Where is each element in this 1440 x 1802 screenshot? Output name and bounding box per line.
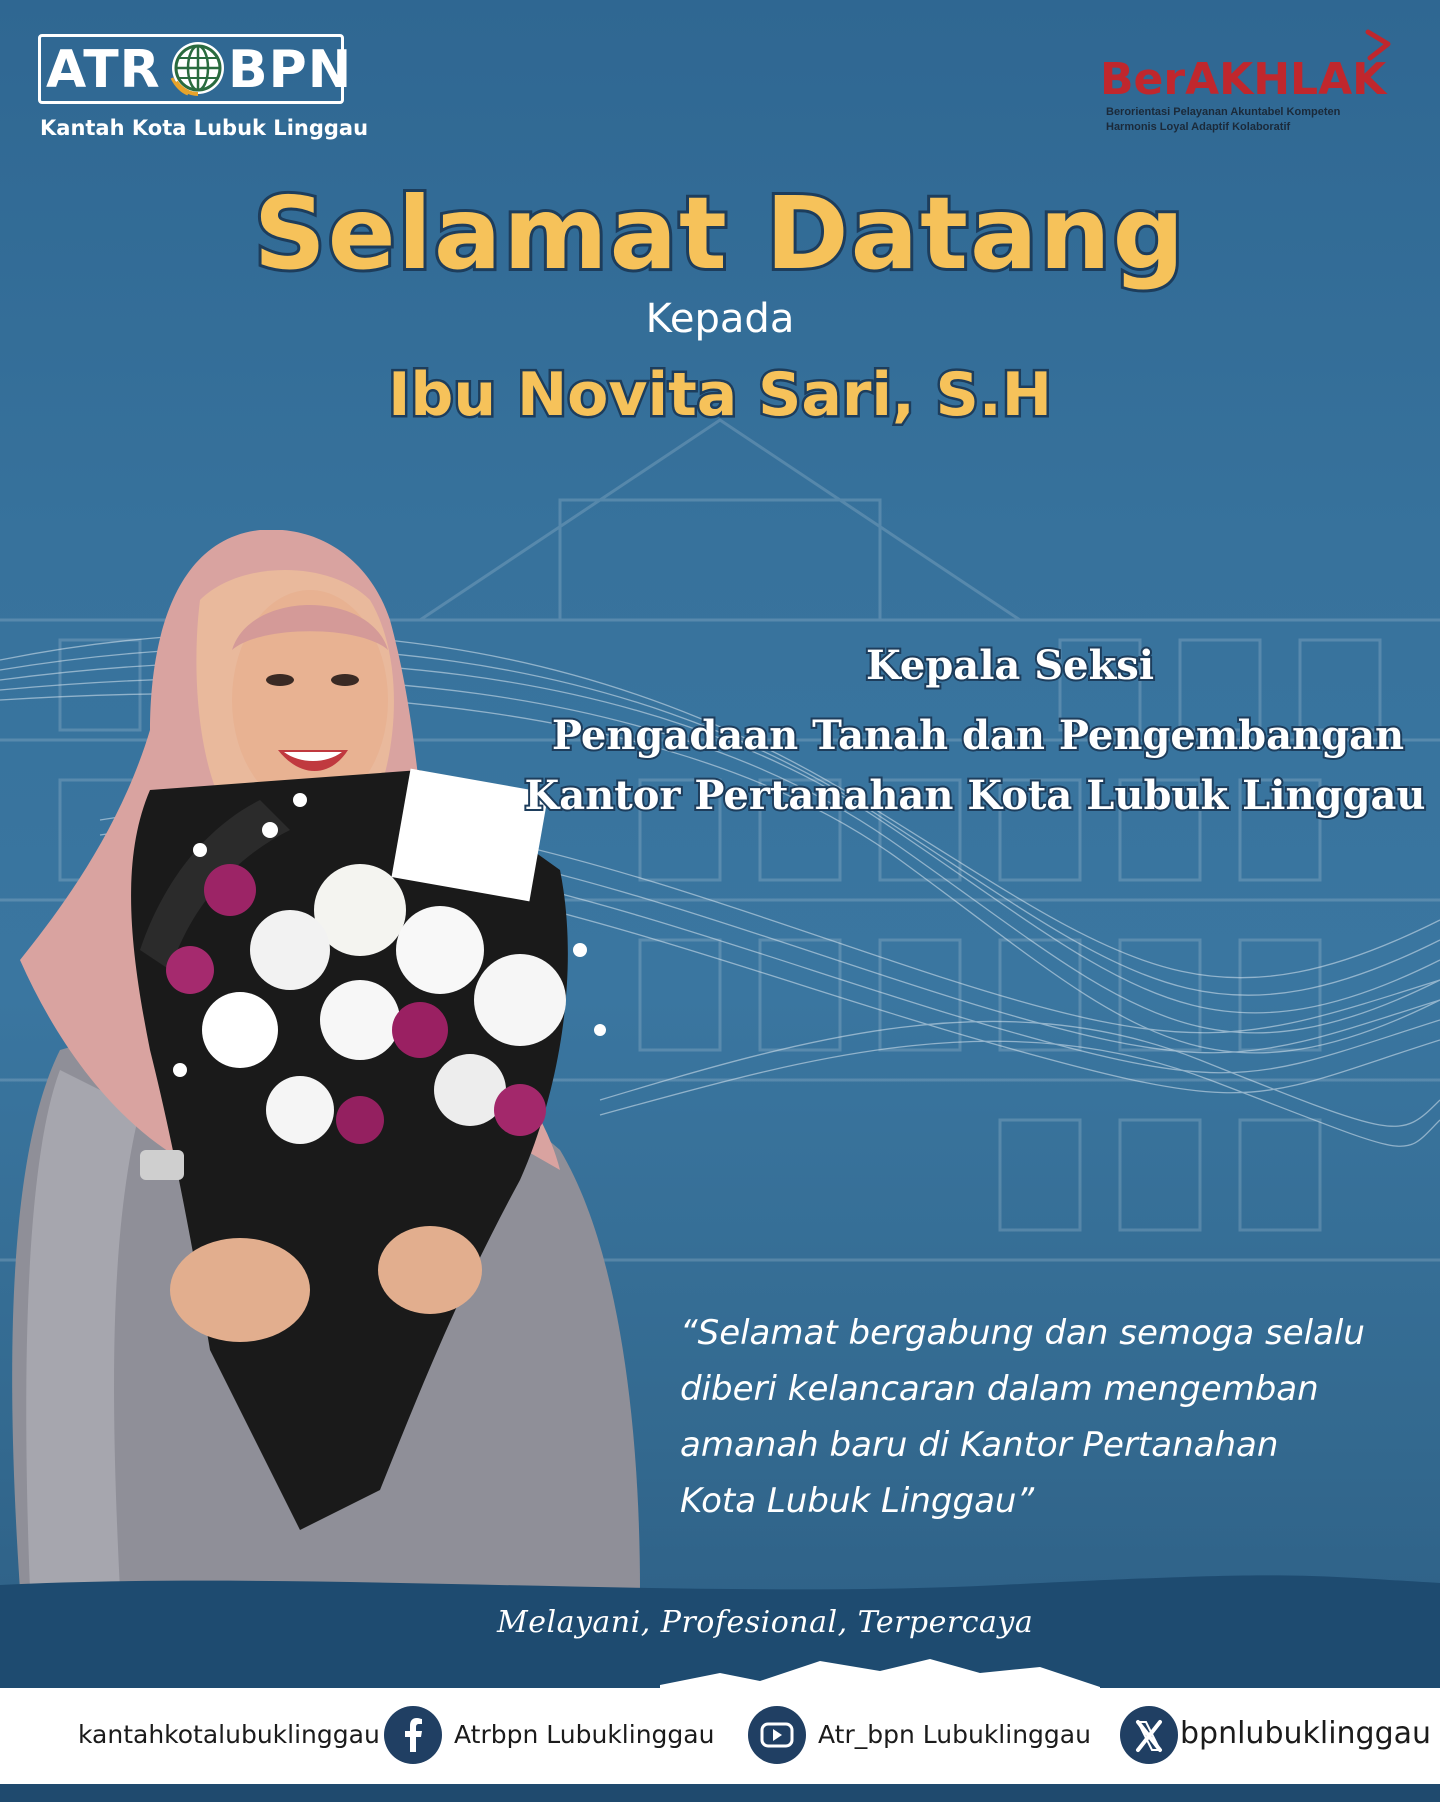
facebook-icon[interactable] bbox=[384, 1706, 442, 1764]
berakhlak-title: BerAKHLAK bbox=[1100, 54, 1387, 105]
x-handle[interactable]: bpnlubuklinggau bbox=[1180, 1716, 1432, 1751]
quote-line-2: diberi kelancaran dalam mengemban bbox=[680, 1369, 1319, 1409]
logo-atr-text: ATR bbox=[46, 40, 161, 100]
welcome-title: Selamat Datang bbox=[253, 175, 1187, 292]
quote-line-1: “Selamat bergabung dan semoga selalu bbox=[680, 1313, 1365, 1353]
social-footer bbox=[0, 1688, 1440, 1802]
berakhlak-logo bbox=[1100, 28, 1400, 138]
welcome-quote bbox=[680, 1305, 1420, 1529]
quote-line-3: amanah baru di Kantor Pertanahan bbox=[680, 1425, 1279, 1465]
quote-line-4: Kota Lubuk Linggau” bbox=[680, 1481, 1035, 1521]
berakhlak-tagline-2: Harmonis Loyal Adaptif Kolaboratif bbox=[1106, 121, 1291, 133]
footer-stripe bbox=[0, 1784, 1440, 1802]
facebook-handle[interactable]: Atrbpn Lubuklinggau bbox=[454, 1720, 715, 1749]
person-name: Ibu Novita Sari, S.H bbox=[388, 360, 1052, 430]
position-title: Kepala Seksi bbox=[865, 642, 1155, 689]
position-office: Kantor Pertanahan Kota Lubuk Linggau bbox=[524, 772, 1426, 819]
portrait-photo bbox=[0, 530, 690, 1590]
berakhlak-tagline-1: Berorientasi Pelayanan Akuntabel Kompeten bbox=[1106, 106, 1341, 118]
globe-icon bbox=[168, 38, 228, 98]
welcome-to-label: Kepada bbox=[645, 296, 795, 342]
x-twitter-icon[interactable] bbox=[1120, 1706, 1178, 1764]
youtube-icon[interactable] bbox=[748, 1706, 806, 1764]
position-section: Pengadaan Tanah dan Pengembangan bbox=[551, 712, 1405, 759]
logo-subtitle: Kantah Kota Lubuk Linggau bbox=[40, 116, 369, 140]
motto-text: Melayani, Profesional, Terpercaya bbox=[497, 1605, 1034, 1640]
instagram-handle[interactable]: kantahkotalubuklinggau bbox=[78, 1720, 380, 1749]
youtube-handle[interactable]: Atr_bpn Lubuklinggau bbox=[818, 1720, 1091, 1749]
logo-bpn-text: BPN bbox=[228, 40, 353, 100]
atr-bpn-logo bbox=[38, 34, 369, 144]
